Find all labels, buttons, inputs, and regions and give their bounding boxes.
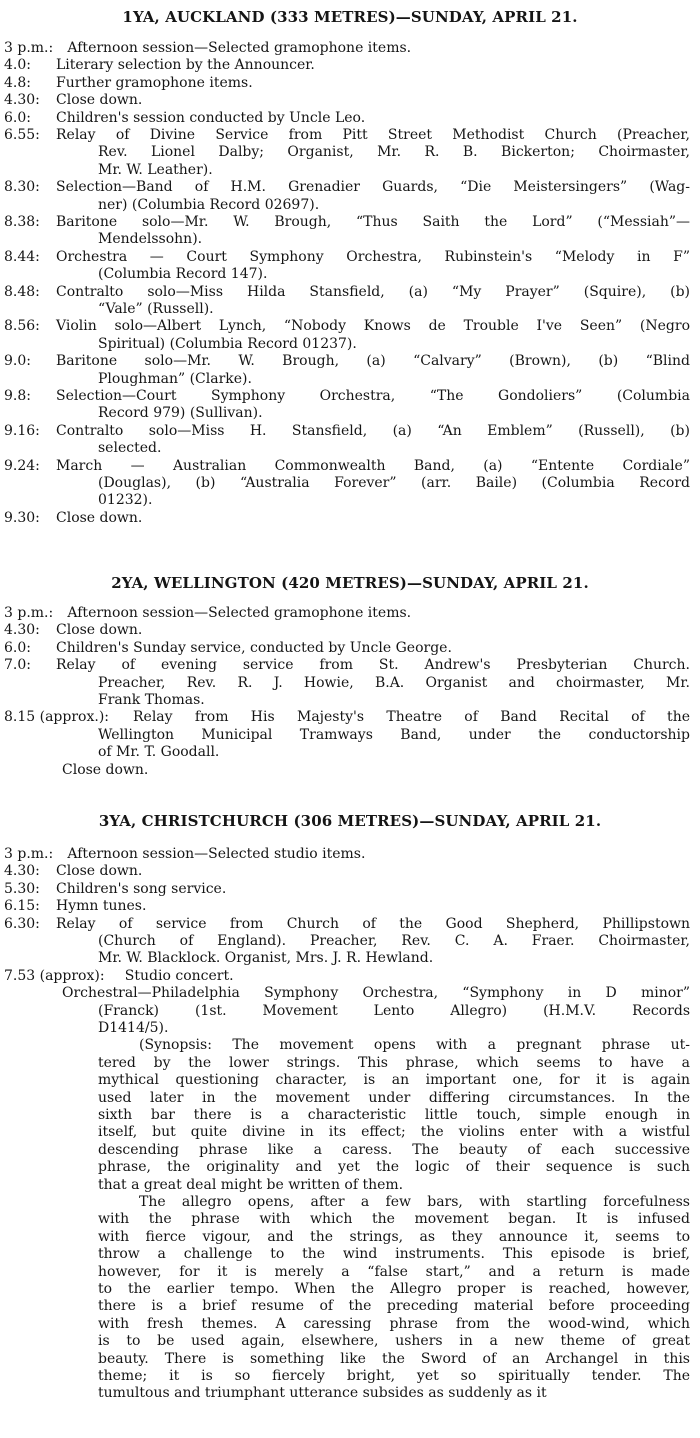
entry-time: 3 p.m.: bbox=[4, 40, 54, 56]
entry-text bbox=[0, 657, 690, 709]
synopsis-line: there is a brief resume of the preceding material before proceeding bbox=[98, 1298, 690, 1315]
entry-time: 6.0: bbox=[4, 639, 31, 656]
entry-text bbox=[0, 846, 690, 863]
entry-line: Afternoon session—Selected gramophone items. bbox=[67, 40, 412, 56]
synopsis-paragraph bbox=[0, 1194, 690, 1403]
synopsis-line: that a great deal might be written of them. bbox=[98, 1176, 404, 1193]
entry-line: Close down. bbox=[56, 92, 143, 109]
entry-line: Baritone solo—Mr. W. Brough, (a) “Calvary” (Brown), (b) “Blind bbox=[56, 353, 690, 370]
entry-line: Selection—Court Symphony Orchestra, “The Gondoliers” (Columbia bbox=[56, 388, 690, 404]
entry-time: 6.15: bbox=[4, 898, 40, 915]
synopsis-line: throw a challenge to the wind instruments. This episode is brief, bbox=[98, 1246, 690, 1263]
entry-text bbox=[0, 709, 690, 761]
entry-time: 7.0: bbox=[4, 657, 31, 674]
entry-text bbox=[0, 762, 690, 779]
entry-time: 8.44: bbox=[4, 248, 40, 265]
entry-line: Selection—Band of H.M. Grenadier Guards, “Die Meistersingers” (Wag- bbox=[56, 179, 690, 196]
entry-line: Contralto solo—Miss Hilda Stansfield, (a) “My Prayer” (Squire), (b) bbox=[56, 283, 690, 300]
station-heading: 1YA, AUCKLAND (333 METRES)—SUNDAY, APRIL 21. bbox=[122, 8, 578, 26]
entry-line: Afternoon session—Selected studio items. bbox=[67, 846, 366, 862]
entry-time: 8.30: bbox=[4, 179, 40, 196]
entry-line: Mendelssohn). bbox=[98, 231, 203, 248]
entry-line: Violin solo—Albert Lynch, “Nobody Knows de Trouble I've Seen” (Negro bbox=[56, 318, 690, 335]
synopsis-line: itself, but quite divine in its effect; the violins enter with a wistful bbox=[98, 1124, 690, 1141]
entry-time: 5.30: bbox=[4, 880, 40, 897]
entry-time: 4.0: bbox=[4, 57, 31, 74]
entry-text bbox=[0, 985, 690, 1037]
synopsis-line: descending phrase like a caress. The beauty of each successive bbox=[98, 1141, 690, 1158]
synopsis-line: is to be used again, elsewhere, ushers in a new theme of great bbox=[98, 1333, 690, 1350]
entry-text bbox=[0, 57, 690, 74]
entry-line: 01232). bbox=[98, 492, 153, 509]
entry-line: Studio concert. bbox=[124, 967, 234, 984]
entry-line: (Franck) (1st. Movement Lento Allegro) (H.M.V. Records bbox=[98, 1002, 690, 1019]
entry-time: 8.48: bbox=[4, 283, 40, 300]
synopsis-line: with fresh themes. A caressing phrase from the wood-wind, which bbox=[98, 1315, 690, 1332]
entry-time: 7.53 (approx): bbox=[4, 967, 105, 984]
entry-time: 9.16: bbox=[4, 422, 40, 439]
entry-text bbox=[0, 510, 690, 527]
entry-text bbox=[0, 179, 690, 214]
entry-line: Ploughman” (Clarke). bbox=[98, 370, 252, 387]
synopsis-line: with the phrase with which the movement began. It is infused bbox=[98, 1211, 690, 1228]
entry-text bbox=[0, 898, 690, 915]
synopsis-line: (Synopsis: The movement opens with a pregnant phrase ut- bbox=[139, 1037, 690, 1054]
entry-line: Children's song service. bbox=[56, 880, 227, 897]
entry-line: Wellington Municipal Tramways Band, under the conductorship bbox=[98, 726, 690, 743]
entry-line: Contralto solo—Miss H. Stansfield, (a) “An Emblem” (Russell), (b) bbox=[56, 422, 690, 439]
entry-line: Baritone solo—Mr. W. Brough, “Thus Saith the Lord” (“Messiah”— bbox=[56, 214, 690, 230]
entry-line: Mr. W. Blacklock. Organist, Mrs. J. R. Hewland. bbox=[98, 950, 434, 967]
synopsis-line: theme; it is so fiercely bright, yet so spiritually tender. The bbox=[98, 1368, 690, 1385]
entry-line: selected. bbox=[98, 440, 162, 457]
synopsis-line: mythical questioning character, is an important one, for it is again bbox=[98, 1072, 690, 1089]
entry-time: 8.15 (approx.): bbox=[4, 709, 109, 726]
synopsis-line: phrase, the originality and yet the logic of their sequence is such bbox=[98, 1159, 690, 1176]
entry-line: Close down. bbox=[56, 863, 143, 880]
entry-text bbox=[0, 284, 690, 319]
station-heading: 3YA, CHRISTCHURCH (306 METRES)—SUNDAY, APRIL 21. bbox=[98, 812, 602, 830]
entry-time: 3 p.m.: bbox=[4, 605, 54, 621]
entry-time: 6.55: bbox=[4, 127, 40, 143]
synopsis-line: to the earlier tempo. When the Allegro proper is reached, however, bbox=[98, 1281, 690, 1298]
entry-time: 4.30: bbox=[4, 622, 40, 639]
entry-line: Children's session conducted by Uncle Leo. bbox=[56, 109, 366, 126]
entry-line: Preacher, Rev. R. J. Howie, B.A. Organist and choirmaster, Mr. bbox=[98, 674, 690, 691]
entry-line: Close down. bbox=[62, 761, 149, 778]
entry-line: Close down. bbox=[56, 509, 143, 526]
entry-text bbox=[0, 353, 690, 388]
entry-line: Spiritual) (Columbia Record 01237). bbox=[98, 335, 357, 352]
entry-text bbox=[0, 40, 690, 57]
entry-text bbox=[0, 916, 690, 968]
entry-text bbox=[0, 640, 690, 657]
entry-time: 4.30: bbox=[4, 863, 40, 880]
synopsis-line: however, for it is merely a “false start,” and a return is made bbox=[98, 1263, 690, 1280]
entry-line: Relay of evening service from St. Andrew's Presbyterian Church. bbox=[56, 657, 690, 674]
entry-time: 9.8: bbox=[4, 388, 31, 404]
entry-text bbox=[0, 75, 690, 92]
synopsis-line: beauty. There is something like the Sword of an Archangel in this bbox=[98, 1350, 690, 1367]
synopsis-line: sixth bar there is a characteristic little touch, simple enough in bbox=[98, 1107, 690, 1124]
entry-line: Hymn tunes. bbox=[56, 898, 147, 915]
entry-time: 6.30: bbox=[4, 915, 40, 932]
station-heading: 2YA, WELLINGTON (420 METRES)—SUNDAY, APRIL 21. bbox=[111, 574, 589, 592]
entry-line: (Church of England). Preacher, Rev. C. A. Fraer. Choirmaster, bbox=[98, 933, 690, 949]
entry-line: March — Australian Commonwealth Band, (a) “Entente Cordiale” bbox=[56, 457, 690, 474]
entry-line: Children's Sunday service, conducted by Uncle George. bbox=[56, 639, 452, 656]
entry-text bbox=[0, 127, 690, 179]
entry-line: Relay from His Majesty's Theatre of Band Recital of the bbox=[133, 709, 690, 726]
entry-time: 4.30: bbox=[4, 92, 40, 109]
entry-line: Rev. Lionel Dalby; Organist, Mr. R. B. Bickerton; Choirmaster, bbox=[98, 144, 690, 161]
synopsis-line: tumultous and triumphant utterance subsides as suddenly as it bbox=[98, 1385, 547, 1402]
entry-text bbox=[0, 605, 690, 622]
entry-line: Further gramophone items. bbox=[56, 74, 253, 91]
entry-time: 4.8: bbox=[4, 74, 31, 91]
entry-line: Orchestral—Philadelphia Symphony Orchestra, “Symphony in D minor” bbox=[62, 985, 690, 1002]
entry-text bbox=[0, 863, 690, 880]
entry-line: Mr. W. Leather). bbox=[98, 161, 213, 178]
synopsis-line: tered by the lower strings. This phrase, which seems to have a bbox=[98, 1054, 690, 1071]
entry-text bbox=[0, 249, 690, 284]
entry-line: (Douglas), (b) “Australia Forever” (arr. Baile) (Columbia Record bbox=[98, 475, 690, 491]
entry-text bbox=[0, 881, 690, 898]
entry-time: 8.38: bbox=[4, 214, 40, 230]
synopsis-paragraph bbox=[0, 1037, 690, 1194]
entry-time: 9.24: bbox=[4, 457, 40, 474]
entry-time: 9.0: bbox=[4, 353, 31, 370]
synopsis-line: The allegro opens, after a few bars, with startling forcefulness bbox=[139, 1194, 690, 1210]
entry-text bbox=[0, 318, 690, 353]
entry-text bbox=[0, 388, 690, 423]
entry-text bbox=[0, 92, 690, 109]
entry-line: “Vale” (Russell). bbox=[98, 301, 214, 317]
synopsis-line: with fierce vigour, and the strings, as they announce it, seems to bbox=[98, 1228, 690, 1245]
entry-text bbox=[0, 458, 690, 510]
entry-line: Relay of service from Church of the Good Shepherd, Phillipstown bbox=[56, 915, 690, 932]
entry-line: Relay of Divine Service from Pitt Street Methodist Church (Preacher, bbox=[56, 127, 690, 143]
entry-line: ner) (Columbia Record 02697). bbox=[98, 196, 320, 213]
entry-text bbox=[0, 214, 690, 249]
entry-line: of Mr. T. Goodall. bbox=[98, 744, 220, 761]
entry-text bbox=[0, 110, 690, 127]
entry-line: Literary selection by the Announcer. bbox=[56, 57, 315, 74]
entry-time: 8.56: bbox=[4, 318, 40, 335]
entry-line: Frank Thomas. bbox=[98, 692, 205, 708]
entry-line: (Columbia Record 147). bbox=[98, 266, 268, 283]
entry-time: 3 p.m.: bbox=[4, 846, 54, 862]
entry-line: Afternoon session—Selected gramophone items. bbox=[67, 605, 412, 621]
entry-time: 9.30: bbox=[4, 509, 40, 526]
entry-line: Close down. bbox=[56, 622, 143, 639]
entry-line: Orchestra — Court Symphony Orchestra, Rubinstein's “Melody in F” bbox=[56, 248, 690, 265]
synopsis-line: used later in the movement under differing circumstances. In the bbox=[98, 1089, 690, 1106]
entry-line: Record 979) (Sullivan). bbox=[98, 405, 263, 422]
entry-text bbox=[0, 622, 690, 639]
entry-line: D1414/5). bbox=[98, 1020, 169, 1036]
entry-text bbox=[0, 968, 690, 985]
entry-text bbox=[0, 423, 690, 458]
entry-time: 6.0: bbox=[4, 109, 31, 126]
